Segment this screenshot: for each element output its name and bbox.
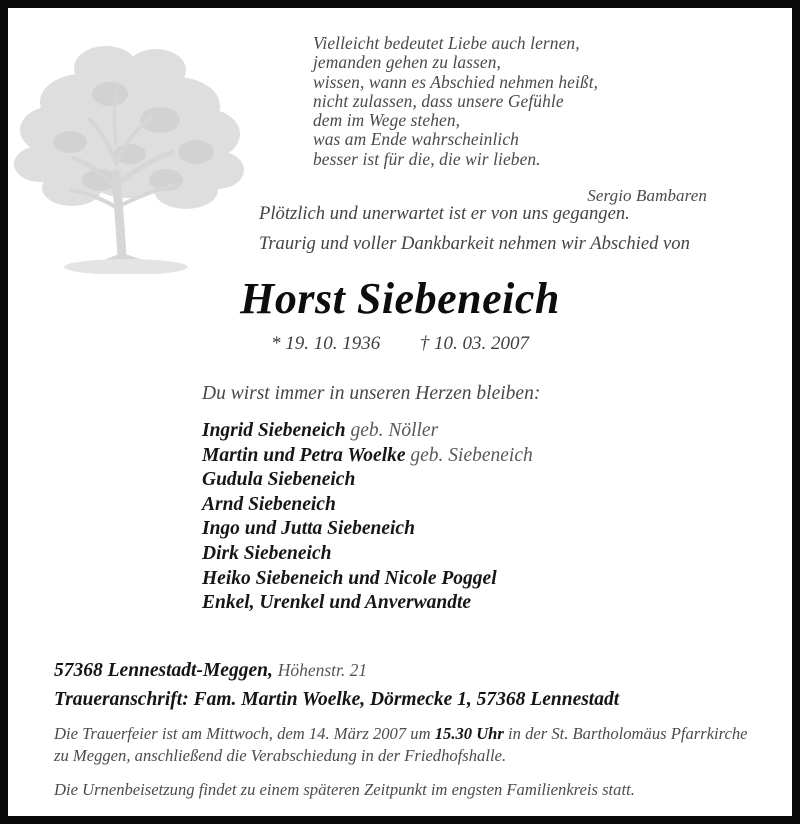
survivor-name: Arnd Siebeneich xyxy=(202,493,336,515)
service-time: 15.30 Uhr xyxy=(434,724,504,743)
funeral-service-paragraph xyxy=(54,723,764,766)
survivor-maiden-name: geb. Nöller xyxy=(350,420,439,441)
mourning-address-line: Traueranschrift: Fam. Martin Woelke, Dörmecke 1, 57368 Lennestadt xyxy=(54,689,620,710)
address-section xyxy=(54,656,619,714)
death-date: 10. 03. 2007 xyxy=(434,333,529,354)
survivor-entry xyxy=(202,419,540,444)
survivor-entry xyxy=(202,468,540,493)
survivor-entry xyxy=(202,517,540,542)
poem-line: Vielleicht bedeutet Liebe auch lernen, xyxy=(313,33,580,53)
service-details xyxy=(54,723,764,801)
intro-line-2: Traurig und voller Dankbarkeit nehmen wir Abschied von xyxy=(259,233,690,254)
city-address-line xyxy=(54,656,619,685)
survivor-name: Heiko Siebeneich und Nicole Poggel xyxy=(202,567,497,589)
birth-symbol: * xyxy=(271,333,281,354)
birth-date: 19. 10. 1936 xyxy=(285,333,381,354)
survivor-name: Ingrid Siebeneich xyxy=(202,420,346,441)
survivor-entry xyxy=(202,567,540,592)
poem-line: wissen, wann es Abschied nehmen heißt, xyxy=(313,71,599,92)
survivor-name: Ingo und Jutta Siebeneich xyxy=(202,518,415,540)
memorial-poem xyxy=(313,34,733,205)
survivor-entry xyxy=(202,542,540,567)
announcement-intro xyxy=(259,199,690,259)
service-text-part-1: Die Trauerfeier ist am Mittwoch, dem 14. März 2007 um xyxy=(54,724,435,743)
survivor-name: Enkel, Urenkel und Anverwandte xyxy=(202,592,472,614)
survivor-entry xyxy=(202,444,540,469)
notice-card xyxy=(8,8,792,816)
survivor-entry xyxy=(202,493,540,518)
postal-city: 57368 Lennestadt-Meggen, xyxy=(54,660,273,681)
tree-illustration xyxy=(10,24,246,274)
survivor-name: Dirk Siebeneich xyxy=(202,542,332,564)
survivor-name: Gudula Siebeneich xyxy=(202,469,356,491)
survivors-section xyxy=(202,383,540,616)
poem-line: nicht zulassen, dass unsere Gefühle xyxy=(313,90,564,111)
service-text-part-2: in der St. Bartholomäus Pfarrkirche zu Meggen, anschließend die Verabschiedung in der Friedhofshalle. xyxy=(54,724,748,765)
death-symbol: † xyxy=(419,333,430,354)
intro-line-1: Plötzlich und unerwartet ist er von uns gegangen. xyxy=(259,203,630,224)
poem-line: besser ist für die, die wir lieben. xyxy=(313,148,541,169)
survivor-name: Martin und Petra Woelke xyxy=(202,444,406,466)
deceased-name: Horst Siebeneich xyxy=(240,274,560,323)
poem-author: Sergio Bambaren xyxy=(587,186,707,206)
life-dates xyxy=(8,333,792,355)
survivor-entry xyxy=(202,591,540,616)
survivors-lead: Du wirst immer in unseren Herzen bleiben: xyxy=(202,383,541,404)
poem-line: jemanden gehen zu lassen, xyxy=(313,52,501,73)
survivor-maiden-name: geb. Siebeneich xyxy=(410,444,533,466)
poem-line: was am Ende wahrscheinlich xyxy=(313,129,519,150)
street-address: Höhenstr. 21 xyxy=(277,660,368,680)
poem-line: dem im Wege stehen, xyxy=(313,110,461,131)
urn-burial-paragraph: Die Urnenbeisetzung findet zu einem späteren Zeitpunkt im engsten Familienkreis statt. xyxy=(54,780,635,799)
